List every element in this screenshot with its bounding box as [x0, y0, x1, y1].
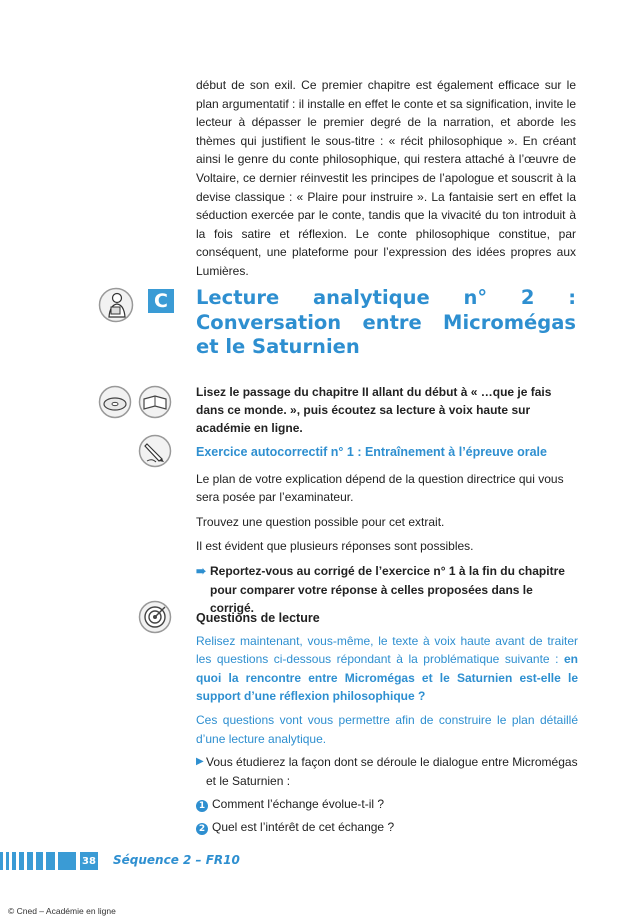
question-2	[196, 818, 578, 837]
questions-intro	[196, 632, 578, 706]
question-1-text: Comment l’échange évolue-t-il ?	[212, 797, 385, 812]
number-2-icon: 2	[196, 823, 208, 835]
question-1	[196, 795, 578, 814]
questions-bullet-item	[196, 753, 578, 790]
questions-intro-text: Relisez maintenant, vous-même, le texte à voix haute avant de traiter les questions ci-dessous répondant à la problématique suivante :	[196, 633, 578, 667]
copyright-notice: © Cned – Académie en ligne	[8, 906, 116, 916]
reading-instruction: Lisez le passage du chapitre II allant du début à « …que je fais dans ce monde. », puis écoutez sa lecture à voix haute sur académie en ligne.	[196, 385, 552, 435]
problematic-question: en quoi la rencontre entre Micromégas et le Saturnien est-elle le support d’une réflexion philosophique ?	[196, 652, 578, 704]
arrow-right-icon: ➠	[196, 563, 207, 578]
questions-title: Questions de lecture	[196, 611, 320, 625]
exercise-paragraph-task: Trouvez une question possible pour cet extrait.	[196, 514, 445, 529]
triangle-right-icon: ▶	[196, 756, 204, 768]
page-number: 38	[80, 852, 98, 870]
open-book-icon	[138, 385, 172, 419]
exercise-title: Exercice autocorrectif n° 1 : Entraînement à l’épreuve orale	[196, 445, 547, 459]
questions-aim: Ces questions vont vous permettre afin de construire le plan détaillé d’une lecture analytique.	[196, 712, 578, 746]
exercise-paragraph-plan: Le plan de votre explication dépend de la question directrice qui vous sera posée par l’examinateur.	[196, 471, 564, 505]
target-icon	[138, 600, 172, 634]
number-1-icon: 1	[196, 800, 208, 812]
section-letter-badge: C	[148, 289, 174, 313]
exercise-paragraph-note: Il est évident que plusieurs réponses sont possibles.	[196, 539, 474, 554]
reader-person-icon	[98, 287, 134, 323]
pencil-writing-icon	[138, 434, 172, 468]
cd-disc-icon	[98, 385, 132, 419]
intro-paragraph: début de son exil. Ce premier chapitre est également efficace sur le plan argumentatif : il installe en effet le conte et sa signification, invite le lecteur à dépasser le premier degré de la narration, et aborde les thèmes qui justifient le sous-titre : « récit philosophique ». En créant ainsi le genre du conte philosophique, qui restera attaché à l’œuvre de Voltaire, ce dernier réinvestit les principes de l’apologue et souscrit à la devise classique : « Plaire pour instruire ». La fantaisie sert en effet la séduction exercée par le conte, tandis que la vivacité du ton introduit à la fois satire et réflexion. Le conte philosophique constitue, par conséquent, une plateforme pour l’expression des idées propres aux Lumières.	[196, 78, 576, 278]
footer-stripes	[0, 852, 76, 870]
question-2-text: Quel est l’intérêt de cet échange ?	[212, 819, 395, 834]
exercise-refer-text: Reportez-vous au corrigé de l’exercice n° 1 à la fin du chapitre pour comparer votre réponse à celles proposées dans le corrigé.	[210, 563, 565, 616]
sequence-label: Séquence 2 – FR10	[113, 853, 240, 867]
section-title: Lecture analytique n° 2 : Conversation entre Micromégas et le Saturnien	[196, 286, 576, 358]
questions-bullet-text: Vous étudierez la façon dont se déroule le dialogue entre Micromégas et le Saturnien :	[206, 755, 578, 788]
